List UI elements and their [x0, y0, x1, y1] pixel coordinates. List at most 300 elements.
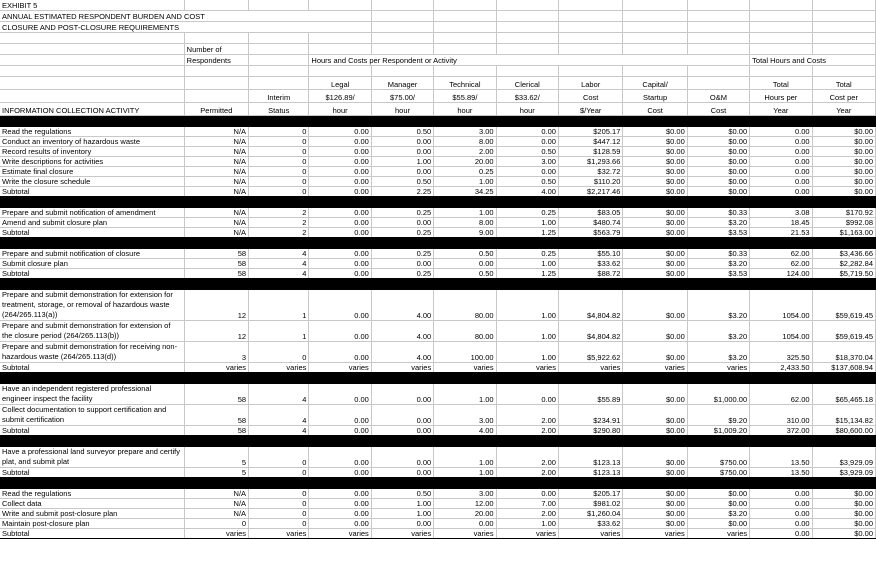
cell-value: $0.00: [623, 157, 687, 167]
cell-value: $0.00: [812, 489, 875, 499]
cell-value: 0.00: [309, 499, 371, 509]
cell-value: 0.00: [371, 519, 433, 529]
cell-value: 0.00: [309, 208, 371, 218]
cell-value: $0.00: [812, 137, 875, 147]
cell-value: 0.50: [434, 269, 496, 279]
cell-value: 0.00: [309, 127, 371, 137]
subtotal-row: [0, 468, 876, 478]
cell-value: varies: [558, 529, 622, 539]
cell-value: $205.17: [558, 127, 622, 137]
cell-value: 0.25: [434, 167, 496, 177]
subtotal-row: [0, 187, 876, 197]
cell-value: 0.00: [371, 426, 433, 436]
cell-value: 1.00: [496, 290, 558, 321]
cell-value: 0: [249, 137, 309, 147]
cell-value: 1.00: [371, 157, 433, 167]
table-row: [0, 157, 876, 167]
activity-label: Prepare and submit notification of amendment: [0, 208, 184, 218]
exhibit-subtitle: CLOSURE AND POST-CLOSURE REQUIREMENTS: [0, 22, 309, 33]
cell-value: 0.00: [496, 137, 558, 147]
subtotal-row: [0, 426, 876, 436]
cell-value: 1.00: [434, 468, 496, 478]
table-row: [0, 177, 876, 187]
cell-value: 34.25: [434, 187, 496, 197]
cell-value: 0.00: [750, 187, 812, 197]
section-separator: [0, 373, 876, 384]
cell-value: $0.00: [812, 499, 875, 509]
cell-value: 0.00: [371, 167, 433, 177]
cell-value: $32.72: [558, 167, 622, 177]
cell-value: 4.00: [434, 426, 496, 436]
cell-value: 0.00: [371, 259, 433, 269]
cell-value: 0.50: [371, 177, 433, 187]
activity-label: Maintain post-closure plan: [0, 519, 184, 529]
cell-value: $0.00: [812, 187, 875, 197]
header-manager-2: $75.00/: [371, 90, 433, 103]
table-row: [0, 342, 876, 363]
header-manager-1: Manager: [371, 77, 433, 90]
cell-value: varies: [309, 529, 371, 539]
cell-value: 13.50: [750, 447, 812, 468]
header-interim-2: Status: [249, 103, 309, 116]
cell-value: 1.00: [496, 218, 558, 228]
cell-value: 0.00: [309, 259, 371, 269]
table-row: [0, 447, 876, 468]
cell-value: 1054.00: [750, 290, 812, 321]
cell-value: $1,293.66: [558, 157, 622, 167]
cell-value: $0.00: [687, 519, 749, 529]
cell-value: 3.00: [496, 157, 558, 167]
cell-value: 325.50: [750, 342, 812, 363]
cell-value: 100.00: [434, 342, 496, 363]
cell-value: 21.53: [750, 228, 812, 238]
cell-value: $0.00: [623, 127, 687, 137]
cell-value: 1.00: [434, 447, 496, 468]
cell-value: 62.00: [750, 249, 812, 259]
header-legal-1: Legal: [309, 77, 371, 90]
table-row: [0, 519, 876, 529]
cell-value: 0.00: [309, 167, 371, 177]
header-total-hours-1: Total: [750, 77, 812, 90]
cell-value: $0.00: [812, 529, 875, 539]
cell-value: 8.00: [434, 218, 496, 228]
header-hours-costs-group: Hours and Costs per Respondent or Activity: [309, 55, 750, 66]
cell-value: 20.00: [434, 509, 496, 519]
cell-value: 0.00: [371, 405, 433, 426]
cell-value: $59,619.45: [812, 290, 875, 321]
cell-value: $0.00: [623, 177, 687, 187]
cell-value: $750.00: [687, 468, 749, 478]
cell-value: N/A: [184, 167, 248, 177]
cell-value: $0.00: [623, 167, 687, 177]
table-row: [0, 509, 876, 519]
cell-value: 0.00: [434, 259, 496, 269]
cell-value: $0.00: [623, 342, 687, 363]
cell-value: 0: [249, 499, 309, 509]
cell-value: 0.25: [371, 228, 433, 238]
cell-value: 0.00: [309, 519, 371, 529]
cell-value: 62.00: [750, 384, 812, 405]
cell-value: 0: [249, 519, 309, 529]
cell-value: 0.00: [496, 384, 558, 405]
cell-value: 80.00: [434, 290, 496, 321]
table-row: [0, 127, 876, 137]
activity-label: Write and submit post-closure plan: [0, 509, 184, 519]
activity-label: Read the regulations: [0, 127, 184, 137]
cell-value: 1.00: [371, 509, 433, 519]
cell-value: $0.00: [623, 187, 687, 197]
cell-value: $0.00: [687, 127, 749, 137]
cell-value: 58: [184, 259, 248, 269]
cell-value: N/A: [184, 177, 248, 187]
cell-value: 62.00: [750, 259, 812, 269]
cell-value: 0.00: [496, 489, 558, 499]
cell-value: 0: [249, 157, 309, 167]
cell-value: $123.13: [558, 447, 622, 468]
header-total-hours-2: Hours per: [750, 90, 812, 103]
cell-value: $0.00: [623, 499, 687, 509]
section-separator: [0, 478, 876, 489]
cell-value: 2.00: [496, 426, 558, 436]
header-total-cost-2: Cost per: [812, 90, 875, 103]
activity-label: Prepare and submit notification of closure: [0, 249, 184, 259]
cell-value: 0.25: [496, 249, 558, 259]
cell-value: $1,009.20: [687, 426, 749, 436]
cell-value: 0.00: [750, 167, 812, 177]
cell-value: N/A: [184, 208, 248, 218]
cell-value: 2.25: [371, 187, 433, 197]
header-legal-3: hour: [309, 103, 371, 116]
cell-value: 3: [184, 342, 248, 363]
cell-value: 0.00: [371, 137, 433, 147]
cell-value: 0.00: [496, 167, 558, 177]
subtotal-row: [0, 529, 876, 539]
cell-value: 0.00: [309, 137, 371, 147]
subtotal-label: Subtotal: [0, 363, 184, 373]
cell-value: 3.00: [434, 127, 496, 137]
cell-value: 0: [249, 489, 309, 499]
subtotal-row: [0, 269, 876, 279]
table-row: [0, 147, 876, 157]
table-row: [0, 218, 876, 228]
cell-value: 0.00: [371, 147, 433, 157]
cell-value: 2,433.50: [750, 363, 812, 373]
cell-value: $3,929.09: [812, 468, 875, 478]
cell-value: 3.08: [750, 208, 812, 218]
table-row: [0, 321, 876, 342]
cell-value: $290.80: [558, 426, 622, 436]
cell-value: 12: [184, 290, 248, 321]
cell-value: varies: [558, 363, 622, 373]
cell-value: $3.20: [687, 321, 749, 342]
cell-value: $33.62: [558, 259, 622, 269]
activity-label: Prepare and submit demonstration for receiving non-hazardous waste (264/265.113(d)): [0, 342, 184, 363]
cell-value: $3.53: [687, 228, 749, 238]
cell-value: 0.25: [371, 208, 433, 218]
cell-value: N/A: [184, 137, 248, 147]
cell-value: 1.25: [496, 228, 558, 238]
cell-value: $0.00: [812, 519, 875, 529]
activity-label: Amend and submit closure plan: [0, 218, 184, 228]
subtotal-label: Subtotal: [0, 426, 184, 436]
cell-value: varies: [687, 529, 749, 539]
cell-value: $3.20: [687, 342, 749, 363]
cell-value: 1: [249, 290, 309, 321]
cell-value: 0.00: [750, 177, 812, 187]
header-interim-1: Interim: [249, 90, 309, 103]
cell-value: 0.00: [750, 509, 812, 519]
cell-value: varies: [434, 363, 496, 373]
cell-value: varies: [434, 529, 496, 539]
cell-value: $0.00: [687, 147, 749, 157]
cell-value: $234.91: [558, 405, 622, 426]
cell-value: 0.00: [750, 127, 812, 137]
cell-value: 5: [184, 468, 248, 478]
header-capital-3: Cost: [623, 103, 687, 116]
cell-value: 0: [249, 167, 309, 177]
cell-value: 0.00: [371, 447, 433, 468]
cell-value: 0.00: [309, 384, 371, 405]
cell-value: $0.00: [687, 137, 749, 147]
cell-value: $5,922.62: [558, 342, 622, 363]
cell-value: 0.00: [371, 384, 433, 405]
cell-value: $0.00: [687, 177, 749, 187]
cell-value: 58: [184, 384, 248, 405]
table-row: [0, 259, 876, 269]
cell-value: N/A: [184, 147, 248, 157]
table-row: [0, 249, 876, 259]
cell-value: 0.00: [750, 499, 812, 509]
cell-value: $480.74: [558, 218, 622, 228]
cell-value: $563.79: [558, 228, 622, 238]
cell-value: $0.33: [687, 249, 749, 259]
cell-value: 58: [184, 405, 248, 426]
cell-value: 2.00: [496, 405, 558, 426]
cell-value: $0.00: [687, 489, 749, 499]
activity-label: Prepare and submit demonstration for extension for treatment, storage, or removal of hazardous waste (264/265.113(a)): [0, 290, 184, 321]
cell-value: $0.00: [623, 384, 687, 405]
cell-value: $3.20: [687, 290, 749, 321]
cell-value: 4: [249, 249, 309, 259]
table-row: [0, 499, 876, 509]
cell-value: 4: [249, 405, 309, 426]
cell-value: 2: [249, 228, 309, 238]
cell-value: 1.00: [496, 259, 558, 269]
activity-label: Collect data: [0, 499, 184, 509]
cell-value: 0.50: [496, 177, 558, 187]
cell-value: varies: [371, 529, 433, 539]
cell-value: 310.00: [750, 405, 812, 426]
cell-value: $0.00: [812, 177, 875, 187]
subtotal-label: Subtotal: [0, 269, 184, 279]
activity-label: Have an independent registered professional engineer inspect the facility: [0, 384, 184, 405]
header-clerical-1: Clerical: [496, 77, 558, 90]
cell-value: N/A: [184, 228, 248, 238]
cell-value: 1.00: [371, 499, 433, 509]
cell-value: varies: [371, 363, 433, 373]
cell-value: 0.00: [309, 447, 371, 468]
cell-value: varies: [623, 529, 687, 539]
cell-value: $1,000.00: [687, 384, 749, 405]
header-clerical-3: hour: [496, 103, 558, 116]
activity-label: Record results of inventory: [0, 147, 184, 157]
cell-value: 0.00: [309, 147, 371, 157]
cell-value: $2,282.84: [812, 259, 875, 269]
cell-value: $0.00: [623, 218, 687, 228]
cell-value: $0.00: [812, 509, 875, 519]
header-capital-1: Capital/: [623, 77, 687, 90]
header-manager-3: hour: [371, 103, 433, 116]
cell-value: $4,804.82: [558, 290, 622, 321]
table-row: [0, 384, 876, 405]
cell-value: $128.59: [558, 147, 622, 157]
cell-value: 0.00: [309, 187, 371, 197]
cell-value: 0: [249, 187, 309, 197]
cell-value: varies: [184, 363, 248, 373]
cell-value: $0.00: [812, 167, 875, 177]
cell-value: varies: [309, 363, 371, 373]
cell-value: 1.00: [496, 321, 558, 342]
cell-value: $0.00: [623, 137, 687, 147]
cell-value: $205.17: [558, 489, 622, 499]
cell-value: $88.72: [558, 269, 622, 279]
cell-value: $0.00: [623, 249, 687, 259]
cell-value: 1.00: [496, 342, 558, 363]
subtotal-label: Subtotal: [0, 529, 184, 539]
cell-value: 13.50: [750, 468, 812, 478]
table-row: [0, 137, 876, 147]
header-om-1: O&M: [687, 90, 749, 103]
cell-value: 1.00: [434, 177, 496, 187]
cell-value: 7.00: [496, 499, 558, 509]
section-separator: [0, 238, 876, 249]
cell-value: 0.00: [750, 489, 812, 499]
cell-value: 1.25: [496, 269, 558, 279]
header-total-cost-3: Year: [812, 103, 875, 116]
cell-value: $0.00: [623, 489, 687, 499]
exhibit-title: ANNUAL ESTIMATED RESPONDENT BURDEN AND COST: [0, 11, 309, 22]
cell-value: 0: [249, 177, 309, 187]
cell-value: $0.00: [623, 426, 687, 436]
cell-value: 0: [249, 147, 309, 157]
subtotal-label: Subtotal: [0, 468, 184, 478]
cell-value: 0.00: [309, 468, 371, 478]
subtotal-label: Subtotal: [0, 228, 184, 238]
cell-value: 1.00: [496, 519, 558, 529]
cell-value: $0.00: [623, 290, 687, 321]
cell-value: 20.00: [434, 157, 496, 167]
cell-value: 0.00: [434, 519, 496, 529]
cell-value: $0.00: [623, 147, 687, 157]
cell-value: 0.00: [750, 529, 812, 539]
cell-value: varies: [623, 363, 687, 373]
cell-value: varies: [184, 529, 248, 539]
cell-value: 4: [249, 259, 309, 269]
cell-value: $0.00: [687, 157, 749, 167]
cell-value: 0.50: [434, 249, 496, 259]
header-total-cost-1: Total: [812, 77, 875, 90]
cell-value: 0.00: [750, 147, 812, 157]
cell-value: 4.00: [496, 187, 558, 197]
cell-value: $3,436.66: [812, 249, 875, 259]
cell-value: varies: [496, 529, 558, 539]
header-activity: INFORMATION COLLECTION ACTIVITY: [0, 103, 184, 116]
cell-value: 58: [184, 269, 248, 279]
cell-value: $0.00: [623, 208, 687, 218]
table-row: [0, 489, 876, 499]
cell-value: N/A: [184, 127, 248, 137]
exhibit-number: EXHIBIT 5: [0, 0, 184, 11]
cell-value: 0.00: [371, 468, 433, 478]
cell-value: N/A: [184, 187, 248, 197]
cell-value: N/A: [184, 218, 248, 228]
cell-value: 2: [249, 218, 309, 228]
cell-value: 0: [249, 342, 309, 363]
cell-value: $1,163.00: [812, 228, 875, 238]
cell-value: $0.00: [623, 405, 687, 426]
cell-value: $992.08: [812, 218, 875, 228]
cell-value: $981.02: [558, 499, 622, 509]
cell-value: $2,217.46: [558, 187, 622, 197]
cell-value: 1054.00: [750, 321, 812, 342]
subtotal-row: [0, 228, 876, 238]
cell-value: 12: [184, 321, 248, 342]
cell-value: 3.00: [434, 489, 496, 499]
cell-value: 12.00: [434, 499, 496, 509]
activity-label: Collect documentation to support certification and submit certification: [0, 405, 184, 426]
cell-value: $0.00: [687, 187, 749, 197]
cell-value: $0.00: [623, 509, 687, 519]
cell-value: 0.00: [309, 426, 371, 436]
cell-value: $33.62: [558, 519, 622, 529]
cell-value: 2.00: [496, 468, 558, 478]
header-permitted: Permitted: [184, 103, 248, 116]
header-technical-3: hour: [434, 103, 496, 116]
cell-value: 4.00: [371, 342, 433, 363]
cell-value: $110.20: [558, 177, 622, 187]
table-row: [0, 167, 876, 177]
header-capital-2: Startup: [623, 90, 687, 103]
cell-value: $3.20: [687, 218, 749, 228]
cell-value: $3.20: [687, 259, 749, 269]
cell-value: 0: [184, 519, 248, 529]
cell-value: 2.00: [496, 447, 558, 468]
cell-value: N/A: [184, 489, 248, 499]
cell-value: $0.00: [623, 321, 687, 342]
cell-value: varies: [687, 363, 749, 373]
cell-value: $750.00: [687, 447, 749, 468]
header-technical-2: $55.89/: [434, 90, 496, 103]
activity-label: Conduct an inventory of hazardous waste: [0, 137, 184, 147]
activity-label: Estimate final closure: [0, 167, 184, 177]
table-row: [0, 290, 876, 321]
activity-label: Prepare and submit demonstration for extension of the closure period (264/265.113(b)): [0, 321, 184, 342]
header-labor-3: $/Year: [558, 103, 622, 116]
cell-value: $0.00: [812, 157, 875, 167]
cell-value: 0: [249, 447, 309, 468]
table-row: [0, 405, 876, 426]
section-separator: [0, 116, 876, 127]
cell-value: varies: [249, 529, 309, 539]
cell-value: 0.00: [309, 157, 371, 167]
cell-value: $1,260.04: [558, 509, 622, 519]
cell-value: 58: [184, 249, 248, 259]
header-total-group: Total Hours and Costs: [750, 55, 876, 66]
header-legal-2: $126.89/: [309, 90, 371, 103]
activity-label: Write the closure schedule: [0, 177, 184, 187]
cell-value: 0.00: [309, 290, 371, 321]
cell-value: 0.00: [750, 157, 812, 167]
